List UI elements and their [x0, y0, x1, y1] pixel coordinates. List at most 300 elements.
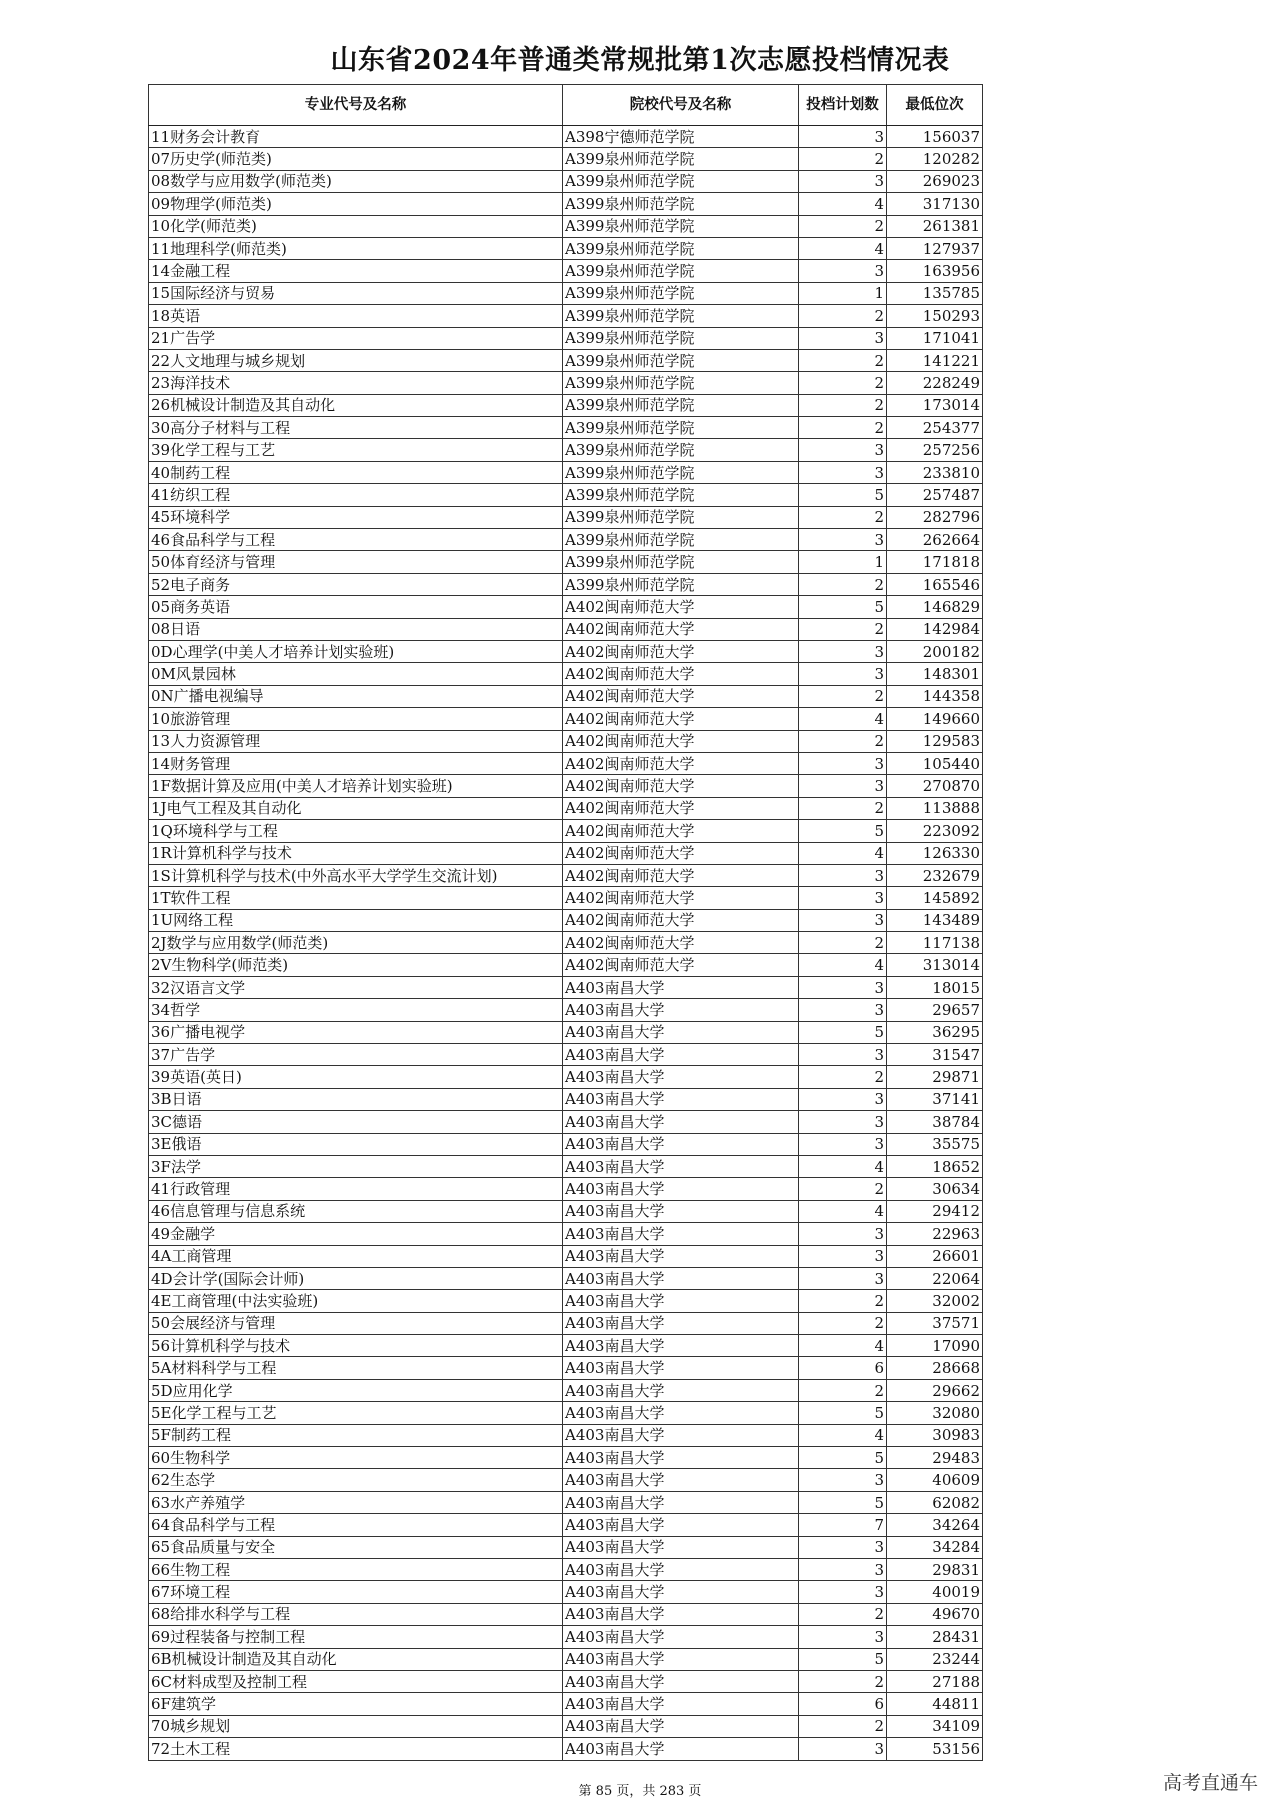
major-cell: 1T软件工程 [149, 887, 563, 909]
major-cell: 50会展经济与管理 [149, 1312, 563, 1334]
school-cell: A402闽南师范大学 [563, 864, 799, 886]
major-cell: 34哲学 [149, 999, 563, 1021]
plan-count-cell: 3 [799, 1267, 887, 1289]
major-cell: 4E工商管理(中法实验班) [149, 1290, 563, 1312]
min-rank-cell: 31547 [887, 1044, 983, 1066]
min-rank-cell: 29831 [887, 1559, 983, 1581]
table-row [149, 1648, 983, 1670]
min-rank-cell: 148301 [887, 663, 983, 685]
school-cell: A399泉州师范学院 [563, 305, 799, 327]
major-cell: 40制药工程 [149, 461, 563, 483]
school-cell: A403南昌大学 [563, 1559, 799, 1581]
table-row [149, 1200, 983, 1222]
school-cell: A403南昌大学 [563, 1335, 799, 1357]
table-row [149, 1536, 983, 1558]
table-row [149, 1715, 983, 1737]
major-cell: 3B日语 [149, 1088, 563, 1110]
table-row [149, 506, 983, 528]
major-cell: 05商务英语 [149, 596, 563, 618]
school-cell: A403南昌大学 [563, 1693, 799, 1715]
plan-count-cell: 1 [799, 282, 887, 304]
table-row [149, 887, 983, 909]
major-cell: 08日语 [149, 618, 563, 640]
min-rank-cell: 127937 [887, 237, 983, 259]
school-cell: A399泉州师范学院 [563, 349, 799, 371]
plan-count-cell: 3 [799, 327, 887, 349]
plan-count-cell: 3 [799, 1626, 887, 1648]
min-rank-cell: 142984 [887, 618, 983, 640]
min-rank-cell: 49670 [887, 1603, 983, 1625]
major-cell: 23海洋技术 [149, 372, 563, 394]
table-row [149, 170, 983, 192]
table-row [149, 282, 983, 304]
min-rank-cell: 145892 [887, 887, 983, 909]
header-plan-count: 投档计划数 [799, 85, 887, 126]
school-cell: A403南昌大学 [563, 1245, 799, 1267]
min-rank-cell: 163956 [887, 260, 983, 282]
plan-count-cell: 4 [799, 193, 887, 215]
school-cell: A403南昌大学 [563, 1491, 799, 1513]
plan-count-cell: 3 [799, 1223, 887, 1245]
major-cell: 65食品质量与安全 [149, 1536, 563, 1558]
school-cell: A403南昌大学 [563, 1290, 799, 1312]
min-rank-cell: 150293 [887, 305, 983, 327]
min-rank-cell: 38784 [887, 1111, 983, 1133]
header-min-rank: 最低位次 [887, 85, 983, 126]
plan-count-cell: 4 [799, 954, 887, 976]
school-cell: A403南昌大学 [563, 976, 799, 998]
min-rank-cell: 232679 [887, 864, 983, 886]
table-row [149, 1447, 983, 1469]
min-rank-cell: 40609 [887, 1469, 983, 1491]
plan-count-cell: 3 [799, 887, 887, 909]
min-rank-cell: 34109 [887, 1715, 983, 1737]
school-cell: A403南昌大学 [563, 1200, 799, 1222]
table-row [149, 954, 983, 976]
school-cell: A402闽南师范大学 [563, 775, 799, 797]
school-cell: A403南昌大学 [563, 1514, 799, 1536]
plan-count-cell: 4 [799, 1200, 887, 1222]
min-rank-cell: 30983 [887, 1424, 983, 1446]
min-rank-cell: 32080 [887, 1402, 983, 1424]
school-cell: A403南昌大学 [563, 1626, 799, 1648]
min-rank-cell: 36295 [887, 1021, 983, 1043]
school-cell: A403南昌大学 [563, 1738, 799, 1760]
table-row [149, 1424, 983, 1446]
school-cell: A402闽南师范大学 [563, 685, 799, 707]
plan-count-cell: 2 [799, 349, 887, 371]
min-rank-cell: 18015 [887, 976, 983, 998]
min-rank-cell: 28668 [887, 1357, 983, 1379]
min-rank-cell: 313014 [887, 954, 983, 976]
min-rank-cell: 26601 [887, 1245, 983, 1267]
major-cell: 62生态学 [149, 1469, 563, 1491]
major-cell: 1Q环境科学与工程 [149, 820, 563, 842]
major-cell: 4A工商管理 [149, 1245, 563, 1267]
school-cell: A403南昌大学 [563, 1379, 799, 1401]
min-rank-cell: 22963 [887, 1223, 983, 1245]
table-row [149, 1021, 983, 1043]
plan-count-cell: 3 [799, 1245, 887, 1267]
table-row [149, 1133, 983, 1155]
table-row [149, 1738, 983, 1760]
school-cell: A402闽南师范大学 [563, 954, 799, 976]
min-rank-cell: 29483 [887, 1447, 983, 1469]
min-rank-cell: 37141 [887, 1088, 983, 1110]
major-cell: 63水产养殖学 [149, 1491, 563, 1513]
table-row [149, 730, 983, 752]
table-row [149, 1693, 983, 1715]
school-cell: A402闽南师范大学 [563, 752, 799, 774]
min-rank-cell: 117138 [887, 932, 983, 954]
school-cell: A402闽南师范大学 [563, 797, 799, 819]
table-row [149, 1178, 983, 1200]
major-cell: 07历史学(师范类) [149, 148, 563, 170]
plan-count-cell: 2 [799, 797, 887, 819]
school-cell: A399泉州师范学院 [563, 484, 799, 506]
plan-count-cell: 2 [799, 417, 887, 439]
table-row [149, 372, 983, 394]
plan-count-cell: 3 [799, 1581, 887, 1603]
min-rank-cell: 37571 [887, 1312, 983, 1334]
major-cell: 10化学(师范类) [149, 215, 563, 237]
plan-count-cell: 4 [799, 1335, 887, 1357]
plan-count-cell: 2 [799, 1290, 887, 1312]
plan-count-cell: 3 [799, 1738, 887, 1760]
plan-count-cell: 5 [799, 484, 887, 506]
plan-count-cell: 2 [799, 1379, 887, 1401]
major-cell: 1R计算机科学与技术 [149, 842, 563, 864]
plan-count-cell: 3 [799, 1044, 887, 1066]
header-major: 专业代号及名称 [149, 85, 563, 126]
school-cell: A399泉州师范学院 [563, 260, 799, 282]
min-rank-cell: 129583 [887, 730, 983, 752]
table-row [149, 439, 983, 461]
min-rank-cell: 22064 [887, 1267, 983, 1289]
table-row [149, 820, 983, 842]
major-cell: 5A材料科学与工程 [149, 1357, 563, 1379]
plan-count-cell: 2 [799, 730, 887, 752]
table-row [149, 1379, 983, 1401]
plan-count-cell: 2 [799, 685, 887, 707]
plan-count-cell: 2 [799, 394, 887, 416]
school-cell: A402闽南师范大学 [563, 663, 799, 685]
school-cell: A402闽南师范大学 [563, 887, 799, 909]
plan-count-cell: 3 [799, 170, 887, 192]
plan-count-cell: 2 [799, 1178, 887, 1200]
plan-count-cell: 5 [799, 1648, 887, 1670]
school-cell: A399泉州师范学院 [563, 394, 799, 416]
table-row [149, 663, 983, 685]
table-row [149, 752, 983, 774]
school-cell: A403南昌大学 [563, 1357, 799, 1379]
table-row [149, 1155, 983, 1177]
table-row [149, 237, 983, 259]
table-row [149, 685, 983, 707]
table-row [149, 640, 983, 662]
table-row [149, 1491, 983, 1513]
table-row [149, 864, 983, 886]
min-rank-cell: 257487 [887, 484, 983, 506]
school-cell: A403南昌大学 [563, 1312, 799, 1334]
plan-count-cell: 3 [799, 439, 887, 461]
table-header-row [149, 85, 983, 126]
min-rank-cell: 35575 [887, 1133, 983, 1155]
min-rank-cell: 34264 [887, 1514, 983, 1536]
major-cell: 70城乡规划 [149, 1715, 563, 1737]
table-row [149, 1312, 983, 1334]
school-cell: A403南昌大学 [563, 1648, 799, 1670]
major-cell: 69过程装备与控制工程 [149, 1626, 563, 1648]
plan-count-cell: 3 [799, 976, 887, 998]
major-cell: 0M风景园林 [149, 663, 563, 685]
table-row [149, 461, 983, 483]
watermark: 高考直通车 [1162, 1772, 1258, 1794]
major-cell: 09物理学(师范类) [149, 193, 563, 215]
school-cell: A399泉州师范学院 [563, 237, 799, 259]
major-cell: 5E化学工程与工艺 [149, 1402, 563, 1424]
major-cell: 13人力资源管理 [149, 730, 563, 752]
school-cell: A399泉州师范学院 [563, 282, 799, 304]
min-rank-cell: 146829 [887, 596, 983, 618]
min-rank-cell: 27188 [887, 1670, 983, 1692]
min-rank-cell: 29662 [887, 1379, 983, 1401]
major-cell: 6C材料成型及控制工程 [149, 1670, 563, 1692]
school-cell: A399泉州师范学院 [563, 170, 799, 192]
min-rank-cell: 228249 [887, 372, 983, 394]
school-cell: A399泉州师范学院 [563, 551, 799, 573]
table-row [149, 708, 983, 730]
school-cell: A403南昌大学 [563, 1603, 799, 1625]
major-cell: 26机械设计制造及其自动化 [149, 394, 563, 416]
school-cell: A402闽南师范大学 [563, 618, 799, 640]
school-cell: A403南昌大学 [563, 1469, 799, 1491]
major-cell: 3C德语 [149, 1111, 563, 1133]
min-rank-cell: 270870 [887, 775, 983, 797]
plan-count-cell: 3 [799, 1088, 887, 1110]
school-cell: A403南昌大学 [563, 1267, 799, 1289]
table-row [149, 797, 983, 819]
major-cell: 14金融工程 [149, 260, 563, 282]
table-row [149, 1559, 983, 1581]
school-cell: A402闽南师范大学 [563, 640, 799, 662]
plan-count-cell: 6 [799, 1357, 887, 1379]
table-row [149, 1335, 983, 1357]
major-cell: 1F数据计算及应用(中美人才培养计划实验班) [149, 775, 563, 797]
table-row [149, 909, 983, 931]
plan-count-cell: 5 [799, 1447, 887, 1469]
major-cell: 4D会计学(国际会计师) [149, 1267, 563, 1289]
min-rank-cell: 135785 [887, 282, 983, 304]
major-cell: 41纺织工程 [149, 484, 563, 506]
min-rank-cell: 34284 [887, 1536, 983, 1558]
major-cell: 46食品科学与工程 [149, 529, 563, 551]
major-cell: 68给排水科学与工程 [149, 1603, 563, 1625]
school-cell: A403南昌大学 [563, 1581, 799, 1603]
major-cell: 11财务会计教育 [149, 126, 563, 148]
plan-count-cell: 4 [799, 1424, 887, 1446]
school-cell: A403南昌大学 [563, 1178, 799, 1200]
table-row [149, 999, 983, 1021]
table-row [149, 305, 983, 327]
school-cell: A399泉州师范学院 [563, 439, 799, 461]
min-rank-cell: 171041 [887, 327, 983, 349]
school-cell: A399泉州师范学院 [563, 372, 799, 394]
major-cell: 3F法学 [149, 1155, 563, 1177]
major-cell: 2V生物科学(师范类) [149, 954, 563, 976]
table-row [149, 842, 983, 864]
school-cell: A402闽南师范大学 [563, 730, 799, 752]
major-cell: 36广播电视学 [149, 1021, 563, 1043]
min-rank-cell: 141221 [887, 349, 983, 371]
school-cell: A402闽南师范大学 [563, 842, 799, 864]
major-cell: 10旅游管理 [149, 708, 563, 730]
table-row [149, 327, 983, 349]
plan-count-cell: 2 [799, 305, 887, 327]
table-row [149, 1670, 983, 1692]
plan-count-cell: 4 [799, 842, 887, 864]
table-row [149, 1626, 983, 1648]
table-row [149, 417, 983, 439]
major-cell: 11地理科学(师范类) [149, 237, 563, 259]
plan-count-cell: 2 [799, 1603, 887, 1625]
major-cell: 6B机械设计制造及其自动化 [149, 1648, 563, 1670]
min-rank-cell: 261381 [887, 215, 983, 237]
plan-count-cell: 3 [799, 461, 887, 483]
min-rank-cell: 269023 [887, 170, 983, 192]
table-row [149, 932, 983, 954]
major-cell: 56计算机科学与技术 [149, 1335, 563, 1357]
major-cell: 66生物工程 [149, 1559, 563, 1581]
plan-count-cell: 4 [799, 708, 887, 730]
min-rank-cell: 105440 [887, 752, 983, 774]
school-cell: A399泉州师范学院 [563, 417, 799, 439]
school-cell: A403南昌大学 [563, 1155, 799, 1177]
school-cell: A398宁德师范学院 [563, 126, 799, 148]
table-row [149, 551, 983, 573]
min-rank-cell: 29412 [887, 1200, 983, 1222]
plan-count-cell: 2 [799, 1715, 887, 1737]
table-row [149, 1581, 983, 1603]
plan-count-cell: 3 [799, 126, 887, 148]
table-row [149, 1267, 983, 1289]
min-rank-cell: 53156 [887, 1738, 983, 1760]
school-cell: A402闽南师范大学 [563, 708, 799, 730]
min-rank-cell: 156037 [887, 126, 983, 148]
school-cell: A403南昌大学 [563, 1536, 799, 1558]
admission-table [148, 84, 983, 1761]
major-cell: 37广告学 [149, 1044, 563, 1066]
major-cell: 21广告学 [149, 327, 563, 349]
min-rank-cell: 257256 [887, 439, 983, 461]
min-rank-cell: 113888 [887, 797, 983, 819]
table-row [149, 1088, 983, 1110]
school-cell: A399泉州师范学院 [563, 215, 799, 237]
table-row [149, 1044, 983, 1066]
table-row [149, 126, 983, 148]
min-rank-cell: 126330 [887, 842, 983, 864]
plan-count-cell: 3 [799, 529, 887, 551]
table-row [149, 529, 983, 551]
page-title: 山东省2024年普通类常规批第1次志愿投档情况表 [330, 45, 950, 76]
school-cell: A403南昌大学 [563, 1021, 799, 1043]
school-cell: A403南昌大学 [563, 1402, 799, 1424]
major-cell: 41行政管理 [149, 1178, 563, 1200]
table-row [149, 1223, 983, 1245]
school-cell: A399泉州师范学院 [563, 193, 799, 215]
major-cell: 49金融学 [149, 1223, 563, 1245]
school-cell: A399泉州师范学院 [563, 327, 799, 349]
plan-count-cell: 4 [799, 1155, 887, 1177]
major-cell: 0D心理学(中美人才培养计划实验班) [149, 640, 563, 662]
school-cell: A403南昌大学 [563, 1133, 799, 1155]
table-row [149, 775, 983, 797]
table-row [149, 1357, 983, 1379]
major-cell: 5D应用化学 [149, 1379, 563, 1401]
table-row [149, 1066, 983, 1088]
table-row [149, 1290, 983, 1312]
table-body [149, 126, 983, 1761]
major-cell: 52电子商务 [149, 573, 563, 595]
plan-count-cell: 3 [799, 1133, 887, 1155]
school-cell: A403南昌大学 [563, 1066, 799, 1088]
min-rank-cell: 29657 [887, 999, 983, 1021]
min-rank-cell: 262664 [887, 529, 983, 551]
min-rank-cell: 17090 [887, 1335, 983, 1357]
school-cell: A402闽南师范大学 [563, 932, 799, 954]
school-cell: A403南昌大学 [563, 1223, 799, 1245]
plan-count-cell: 2 [799, 215, 887, 237]
plan-count-cell: 3 [799, 752, 887, 774]
major-cell: 2J数学与应用数学(师范类) [149, 932, 563, 954]
plan-count-cell: 5 [799, 596, 887, 618]
plan-count-cell: 3 [799, 1469, 887, 1491]
major-cell: 39化学工程与工艺 [149, 439, 563, 461]
table-row [149, 193, 983, 215]
table-row [149, 1245, 983, 1267]
table-row [149, 215, 983, 237]
school-cell: A402闽南师范大学 [563, 909, 799, 931]
school-cell: A399泉州师范学院 [563, 461, 799, 483]
table-row [149, 1469, 983, 1491]
min-rank-cell: 23244 [887, 1648, 983, 1670]
plan-count-cell: 2 [799, 1312, 887, 1334]
table-row [149, 976, 983, 998]
major-cell: 14财务管理 [149, 752, 563, 774]
school-cell: A403南昌大学 [563, 1424, 799, 1446]
school-cell: A399泉州师范学院 [563, 529, 799, 551]
min-rank-cell: 165546 [887, 573, 983, 595]
min-rank-cell: 44811 [887, 1693, 983, 1715]
min-rank-cell: 233810 [887, 461, 983, 483]
major-cell: 1J电气工程及其自动化 [149, 797, 563, 819]
plan-count-cell: 3 [799, 1111, 887, 1133]
major-cell: 3E俄语 [149, 1133, 563, 1155]
major-cell: 0N广播电视编导 [149, 685, 563, 707]
min-rank-cell: 200182 [887, 640, 983, 662]
school-cell: A403南昌大学 [563, 999, 799, 1021]
min-rank-cell: 173014 [887, 394, 983, 416]
major-cell: 15国际经济与贸易 [149, 282, 563, 304]
major-cell: 08数学与应用数学(师范类) [149, 170, 563, 192]
school-cell: A402闽南师范大学 [563, 820, 799, 842]
plan-count-cell: 6 [799, 1693, 887, 1715]
table-row [149, 394, 983, 416]
table-row [149, 1111, 983, 1133]
plan-count-cell: 2 [799, 506, 887, 528]
plan-count-cell: 3 [799, 640, 887, 662]
min-rank-cell: 223092 [887, 820, 983, 842]
